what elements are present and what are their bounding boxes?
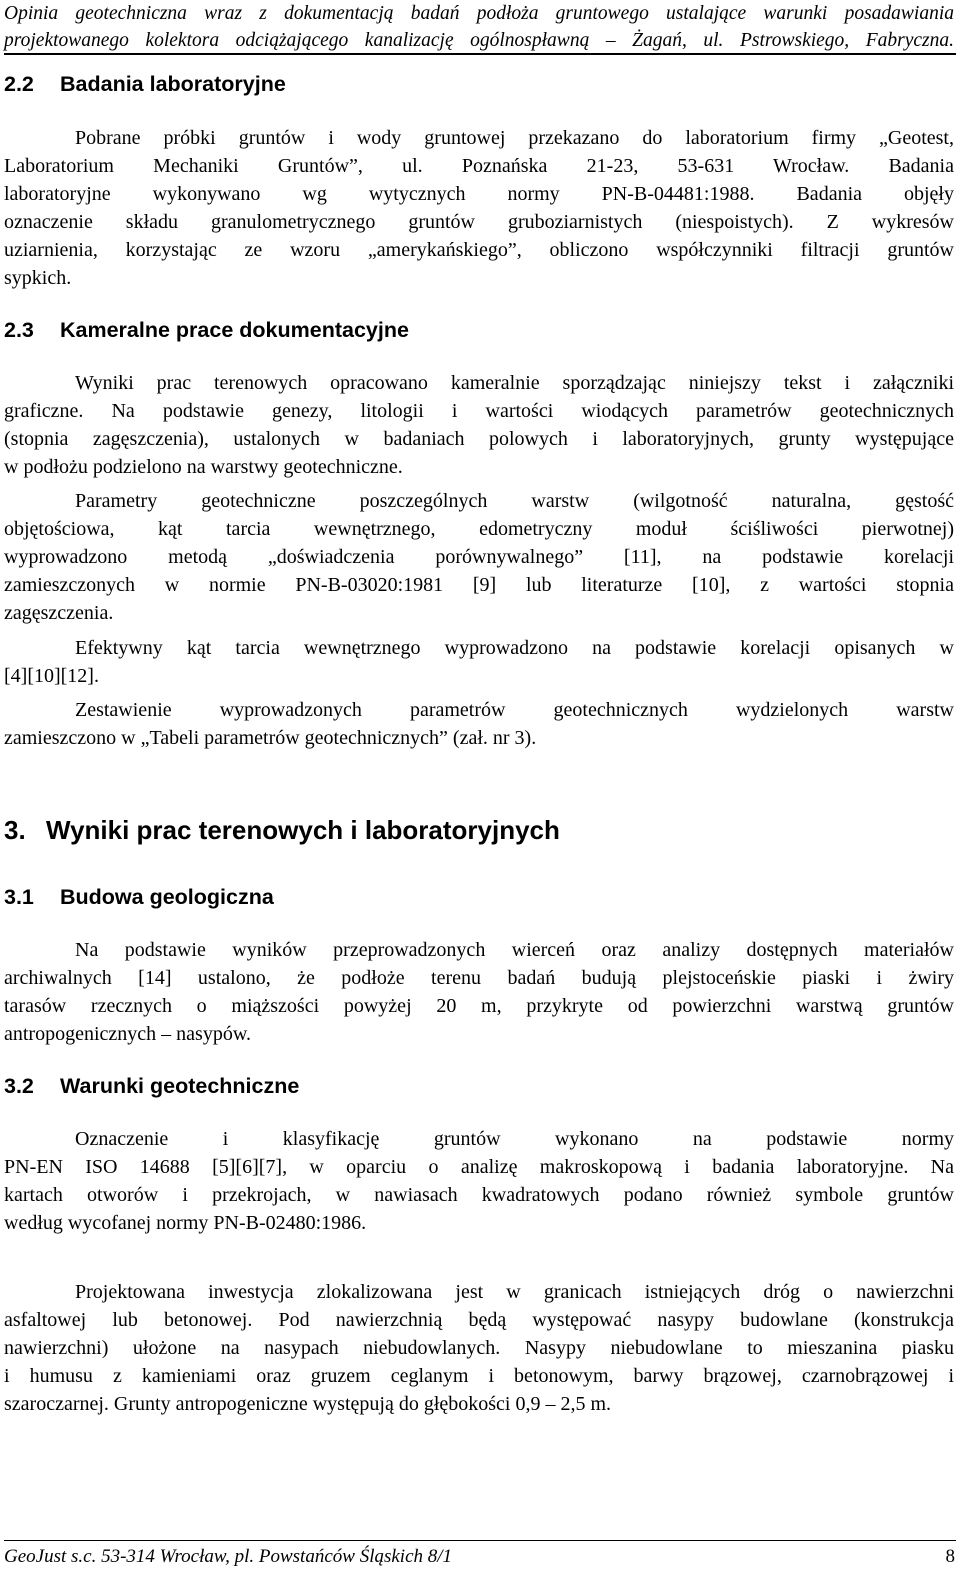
- text-line: PN-EN ISO 14688 [5][6][7], w oparciu o analizę makroskopową i badania laboratoryjne. Na: [4, 1156, 954, 1178]
- text-line: zagęszczenia.: [4, 602, 114, 624]
- text-line: Wyniki prac terenowych opracowano kameralnie sporządzając niniejszy tekst i załączniki: [75, 372, 954, 394]
- paragraph: [4, 124, 954, 292]
- text-line: kartach otworów i przekrojach, w nawiasach kwadratowych podano również symbole gruntów: [4, 1184, 954, 1206]
- text-line: szaroczarnej. Grunty antropogeniczne występują do głębokości 0,9 – 2,5 m.: [4, 1393, 612, 1415]
- paragraph: [4, 696, 954, 752]
- section-number: 3.2: [4, 1074, 34, 1098]
- footer-rule: [4, 1540, 956, 1541]
- text-line: graficzne. Na podstawie genezy, litologii i wartości wiodących parametrów geotechnicznych: [4, 400, 954, 422]
- text-line: Na podstawie wyników przeprowadzonych wierceń oraz analizy dostępnych materiałów: [75, 939, 954, 961]
- text-line: w podłożu podzielono na warstwy geotechniczne.: [4, 456, 403, 478]
- chapter-heading-3: [4, 814, 560, 846]
- text-line: Efektywny kąt tarcia wewnętrznego wyprowadzono na podstawie korelacji opisanych w: [75, 637, 954, 659]
- section-number: 3.1: [4, 885, 34, 909]
- text-line: zamieszczonych w normie PN-B-03020:1981 [9] lub literaturze [10], z wartości stopnia: [4, 574, 954, 596]
- text-line: Pobrane próbki gruntów i wody gruntowej przekazano do laboratorium firmy „Geotest,: [75, 127, 954, 149]
- text-line: laboratoryjne wykonywano wg wytycznych normy PN-B-04481:1988. Badania objęły: [4, 183, 954, 205]
- text-line: wyprowadzono metodą „doświadczenia porównywalnego” [11], na podstawie korelacji: [4, 546, 954, 568]
- header-line: projektowanego kolektora odciążającego kanalizację ogólnospławną – Żagań, ul. Pstrowskiego, Fabryczna.: [4, 30, 954, 51]
- header-line: Opinia geotechniczna wraz z dokumentacją badań podłoża gruntowego ustalające warunki posadawiania: [4, 3, 954, 24]
- text-line: (stopnia zagęszczenia), ustalonych w badaniach polowych i laboratoryjnych, grunty występujące: [4, 428, 954, 450]
- text-line: Zestawienie wyprowadzonych parametrów geotechnicznych wydzielonych warstw: [75, 699, 954, 721]
- text-line: według wycofanej normy PN-B-02480:1986.: [4, 1212, 367, 1234]
- section-title: Badania laboratoryjne: [60, 72, 286, 96]
- footer-address: GeoJust s.c. 53-314 Wrocław, pl. Powstańców Śląskich 8/1: [4, 1546, 453, 1567]
- text-line: oznaczenie składu granulometrycznego gruntów gruboziarnistych (niespoistych). Z wykresów: [4, 211, 954, 233]
- text-line: zamieszczono w „Tabeli parametrów geotechnicznych” (zał. nr 3).: [4, 727, 537, 749]
- text-line: i humusu z kamieniami oraz gruzem ceglanym i betonowym, barwy brązowej, czarnobrązowej i: [4, 1365, 954, 1387]
- section-heading-2-3: [4, 317, 409, 343]
- section-heading-3-2: [4, 1073, 299, 1099]
- paragraph: [4, 634, 954, 690]
- running-header: [4, 0, 954, 54]
- section-heading-2-2: [4, 71, 286, 97]
- chapter-number: 3.: [4, 815, 26, 845]
- text-line: archiwalnych [14] ustalono, że podłoże terenu badań budują plejstoceńskie piaski i żwiry: [4, 967, 954, 989]
- text-line: [4][10][12].: [4, 665, 99, 687]
- text-line: asfaltowej lub betonowej. Pod nawierzchnią będą występować nasypy budowlane (konstrukcja: [4, 1309, 954, 1331]
- text-line: Projektowana inwestycja zlokalizowana jest w granicach istniejących dróg o nawierzchni: [75, 1281, 954, 1303]
- section-title: Warunki geotechniczne: [60, 1074, 300, 1098]
- text-line: Parametry geotechniczne poszczególnych warstw (wilgotność naturalna, gęstość: [75, 490, 954, 512]
- text-line: sypkich.: [4, 267, 72, 289]
- section-title: Budowa geologiczna: [60, 885, 274, 909]
- section-number: 2.3: [4, 318, 34, 342]
- header-rule: [4, 53, 956, 55]
- paragraph: [4, 1278, 954, 1418]
- paragraph: [4, 936, 954, 1048]
- section-title: Kameralne prace dokumentacyjne: [60, 318, 409, 342]
- text-line: Oznaczenie i klasyfikację gruntów wykonano na podstawie normy: [75, 1128, 954, 1150]
- chapter-title: Wyniki prac terenowych i laboratoryjnych: [46, 815, 560, 845]
- paragraph: [4, 487, 954, 627]
- text-line: Laboratorium Mechaniki Gruntów”, ul. Poznańska 21-23, 53-631 Wrocław. Badania: [4, 155, 954, 177]
- text-line: nawierzchni) ułożone na nasypach niebudowlanych. Nasypy niebudowlane to mieszanina piasku: [4, 1337, 954, 1359]
- text-line: objętościowa, kąt tarcia wewnętrznego, edometryczny moduł ściśliwości pierwotnej): [4, 518, 954, 540]
- paragraph: [4, 369, 954, 481]
- page-number: 8: [945, 1546, 955, 1567]
- text-line: antropogenicznych – nasypów.: [4, 1023, 251, 1045]
- text-line: tarasów rzecznych o miąższości powyżej 20 m, przykryte od powierzchni warstwą gruntów: [4, 995, 954, 1017]
- section-heading-3-1: [4, 884, 274, 910]
- paragraph: [4, 1125, 954, 1237]
- text-line: uziarnienia, korzystając ze wzoru „amerykańskiego”, obliczono współczynniki filtracji gruntów: [4, 239, 954, 261]
- section-number: 2.2: [4, 72, 34, 96]
